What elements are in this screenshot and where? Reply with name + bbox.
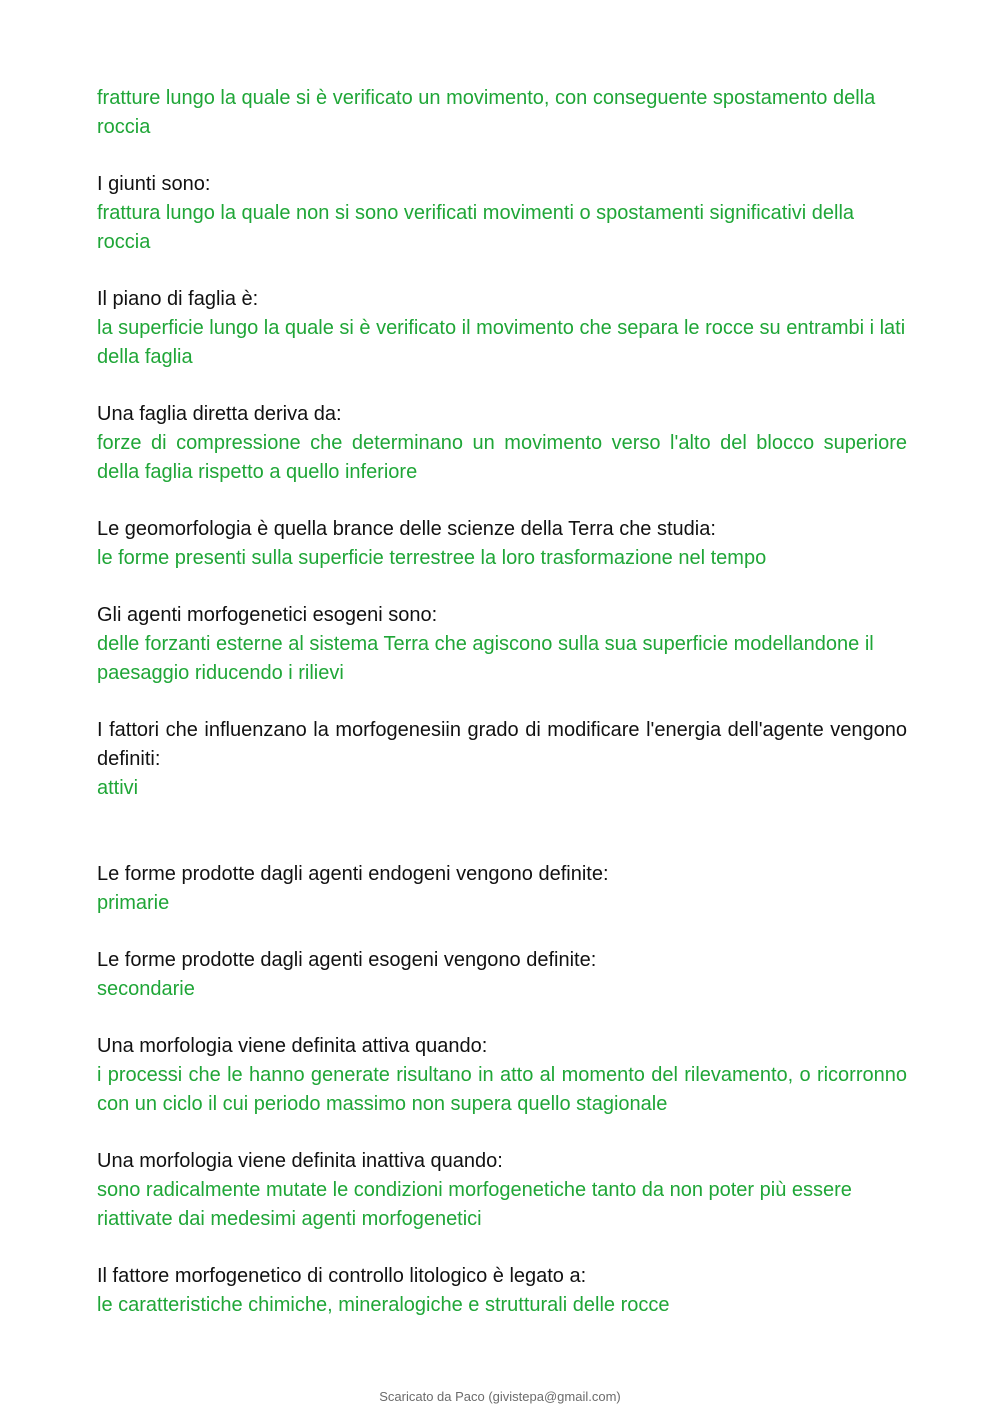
download-footer: Scaricato da Paco (givistepa@gmail.com) [379, 1389, 621, 1404]
qa-block-piano-faglia [97, 285, 907, 372]
qa-block-forme-endogeni [97, 860, 907, 918]
qa-block-geomorfologia [97, 515, 907, 573]
qa-block-faglia-diretta [97, 400, 907, 487]
question-text: Una faglia diretta deriva da: [97, 403, 342, 425]
qa-block-agenti-esogeni [97, 601, 907, 688]
answer-text: i processi che le hanno generate risultano in atto al momento del rilevamento, o ricorronno con un ciclo il cui periodo massimo non supera quello stagionale [97, 1064, 907, 1115]
answer-text: secondarie [97, 978, 195, 1000]
document-content [97, 84, 907, 1348]
question-text: Le forme prodotte dagli agenti endogeni vengono definite: [97, 863, 609, 885]
question-text: Il fattore morfogenetico di controllo litologico è legato a: [97, 1265, 587, 1287]
question-text: Le geomorfologia è quella brance delle scienze della Terra che studia: [97, 518, 716, 540]
qa-block-fattori-attivi [97, 716, 907, 803]
answer-text: frattura lungo la quale non si sono verificati movimenti o spostamenti significativi della roccia [97, 202, 855, 253]
answer-text: forze di compressione che determinano un movimento verso l'alto del blocco superiore della faglia rispetto a quello inferiore [97, 432, 907, 483]
answer-text: delle forzanti esterne al sistema Terra che agiscono sulla sua superficie modellandone il paesaggio riducendo i rilievi [97, 633, 874, 684]
qa-block-giunti [97, 170, 907, 257]
qa-block-morfologia-inattiva [97, 1147, 907, 1234]
answer-text: la superficie lungo la quale si è verificato il movimento che separa le rocce su entrambi i lati della faglia [97, 317, 906, 368]
answer-text: sono radicalmente mutate le condizioni morfogenetiche tanto da non poter più essere riattivate dai medesimi agenti morfogenetici [97, 1179, 852, 1230]
intro-answer: fratture lungo la quale si è verificato un movimento, con conseguente spostamento della roccia [97, 87, 876, 138]
question-text: Il piano di faglia è: [97, 288, 259, 310]
answer-text: attivi [97, 777, 139, 799]
question-text: Una morfologia viene definita attiva quando: [97, 1035, 488, 1057]
qa-block-forme-esogeni [97, 946, 907, 1004]
answer-text: primarie [97, 892, 170, 914]
answer-text: le forme presenti sulla superficie terrestree la loro trasformazione nel tempo [97, 547, 767, 569]
qa-block-controllo-litologico [97, 1262, 907, 1320]
question-text: Le forme prodotte dagli agenti esogeni vengono definite: [97, 949, 597, 971]
qa-block-morfologia-attiva [97, 1032, 907, 1119]
question-text: I fattori che influenzano la morfogenesiin grado di modificare l'energia dell'agente vengono definiti: [97, 719, 907, 770]
question-text: Gli agenti morfogenetici esogeni sono: [97, 604, 438, 626]
question-text: Una morfologia viene definita inattiva quando: [97, 1150, 503, 1172]
answer-text: le caratteristiche chimiche, mineralogiche e strutturali delle rocce [97, 1294, 670, 1316]
question-text: I giunti sono: [97, 173, 211, 195]
qa-block-intro [97, 84, 907, 142]
